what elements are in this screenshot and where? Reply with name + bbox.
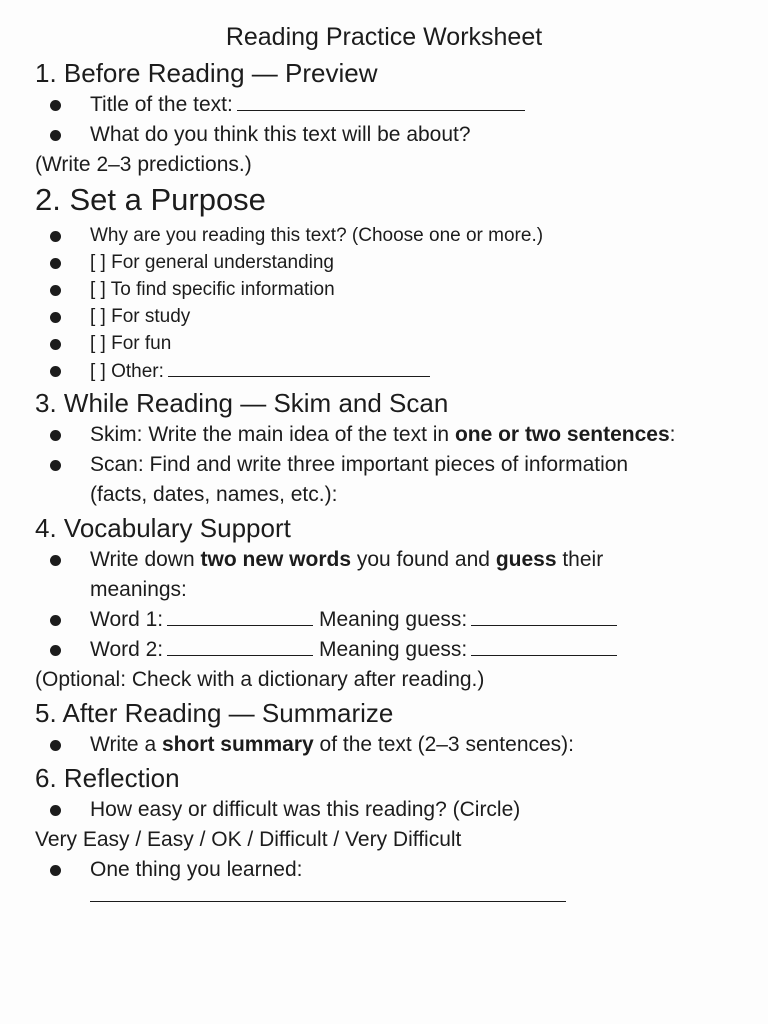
- bullet: [50, 805, 61, 816]
- prediction-question: What do you think this text will be about?: [90, 123, 471, 146]
- vocab-emphasis-1: two new words: [200, 548, 352, 571]
- bullet: [50, 865, 61, 876]
- summary-text-1: Write a: [90, 733, 162, 756]
- prediction-note: (Write 2–3 predictions.): [35, 153, 252, 176]
- summary-text-2: of the text (2–3 sentences):: [313, 733, 575, 756]
- purpose-option-specific[interactable]: [ ] To find specific information: [90, 279, 335, 300]
- title-of-text-item: [90, 91, 525, 119]
- skim-emphasis: one or two sentences: [454, 423, 670, 446]
- dictionary-note: (Optional: Check with a dictionary after reading.): [35, 668, 485, 691]
- vocab-instruction-line-1: [90, 546, 603, 574]
- bullet: [50, 285, 61, 296]
- bullet: [50, 460, 61, 471]
- bullet: [50, 339, 61, 350]
- purpose-question: Why are you reading this text? (Choose one or more.): [90, 225, 544, 246]
- skim-text: Skim: Write the main idea of the text in: [90, 423, 455, 446]
- word-2-label: Word 2:: [90, 638, 164, 661]
- bullet: [50, 130, 61, 141]
- meaning-2-label: Meaning guess:: [319, 638, 468, 661]
- scan-instruction-line-2: (facts, dates, names, etc.):: [90, 483, 338, 506]
- purpose-other-label: [ ] Other:: [90, 361, 164, 382]
- bullet: [50, 312, 61, 323]
- bullet: [50, 740, 61, 751]
- vocab-instruction-line-2: meanings:: [90, 578, 187, 601]
- bullet: [50, 258, 61, 269]
- skim-instruction: [90, 421, 676, 449]
- meaning-2-blank[interactable]: [471, 637, 617, 656]
- purpose-option-fun[interactable]: [ ] For fun: [90, 333, 172, 354]
- word-2-row: [90, 636, 617, 664]
- purpose-option-other[interactable]: [90, 358, 430, 385]
- bullet: [50, 645, 61, 656]
- learned-row: [90, 882, 566, 910]
- bullet: [50, 100, 61, 111]
- vocab-text-2: you found and: [351, 548, 496, 571]
- purpose-option-study[interactable]: [ ] For study: [90, 306, 191, 327]
- vocab-emphasis-2: guess: [495, 548, 557, 571]
- bullet: [50, 231, 61, 242]
- word-1-label: Word 1:: [90, 608, 164, 631]
- worksheet-title: Reading Practice Worksheet: [225, 23, 543, 51]
- bullet: [50, 366, 61, 377]
- section-2-heading: 2. Set a Purpose: [35, 182, 266, 217]
- word-1-blank[interactable]: [167, 607, 313, 626]
- section-1-heading: 1. Before Reading — Preview: [35, 58, 378, 88]
- word-2-blank[interactable]: [167, 637, 313, 656]
- vocab-text-3: their: [556, 548, 604, 571]
- section-6-heading: 6. Reflection: [35, 763, 180, 793]
- bullet: [50, 555, 61, 566]
- bullet: [50, 615, 61, 626]
- vocab-text-1: Write down: [90, 548, 201, 571]
- meaning-1-label: Meaning guess:: [319, 608, 468, 631]
- section-3-heading: 3. While Reading — Skim and Scan: [35, 388, 449, 418]
- section-4-heading: 4. Vocabulary Support: [35, 513, 291, 543]
- word-1-row: [90, 606, 617, 634]
- meaning-1-blank[interactable]: [471, 607, 617, 626]
- bullet: [50, 430, 61, 441]
- purpose-option-general[interactable]: [ ] For general understanding: [90, 252, 334, 273]
- title-answer-blank[interactable]: [237, 92, 525, 111]
- skim-colon: :: [669, 423, 676, 446]
- summary-emphasis: short summary: [161, 733, 314, 756]
- difficulty-question: How easy or difficult was this reading? (Circle): [90, 798, 521, 821]
- scan-instruction-line-1: Scan: Find and write three important pieces of information: [90, 453, 629, 476]
- learned-label: One thing you learned:: [90, 858, 303, 881]
- difficulty-scale[interactable]: Very Easy / Easy / OK / Difficult / Very Difficult: [35, 828, 462, 851]
- summary-instruction: [90, 731, 574, 759]
- title-of-text-label: Title of the text:: [90, 93, 233, 116]
- purpose-other-blank[interactable]: [168, 358, 430, 377]
- learned-blank[interactable]: [90, 883, 566, 902]
- section-5-heading: 5. After Reading — Summarize: [35, 698, 394, 728]
